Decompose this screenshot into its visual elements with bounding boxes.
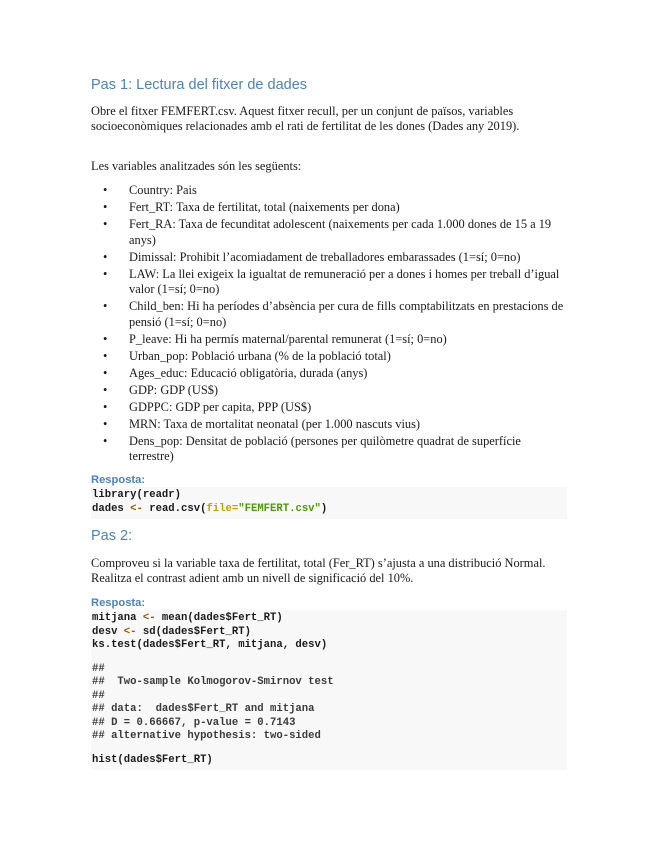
variables-list <box>91 183 567 466</box>
output-line: ## D = 0.66667, p-value = 0.7143 <box>92 716 296 729</box>
list-item: • P_leave: Hi ha permís maternal/parental remunerat (1=sí; 0=no) <box>103 331 447 346</box>
output-line: ## alternative hypothesis: two-sided <box>92 730 321 742</box>
code-line: mitjana <- mean(dades$Fert_RT) <box>92 612 283 624</box>
list-item: • Dens_pop: Densitat de població (persones per quilòmetre quadrat de superfície terrestre) <box>103 433 521 463</box>
list-item: • Child_ben: Hi ha períodes d’absència per cura de fills comptabilitzats en prestacions de pensió (1=sí; 0=no) <box>103 299 564 329</box>
list-item: • Urban_pop: Població urbana (% de la població total) <box>103 348 391 363</box>
section2-intro: Comproveu si la variable taxa de fertilitat, total (Fer_RT) s’ajusta a una distribució Normal. Realitza el contrast adient amb un nivell de significació del 10%. <box>91 556 546 585</box>
section2-heading: Pas 2: <box>91 528 133 544</box>
answer-label: Resposta: <box>91 474 146 486</box>
code-line: dades <- read.csv(file="FEMFERT.csv") <box>92 502 328 515</box>
list-item: • Fert_RA: Taxa de fecunditat adolescent (naixements per cada 1.000 dones de 15 a 19 anys) <box>103 217 552 247</box>
code-block-read <box>91 487 567 519</box>
code-line: desv <- sd(dades$Fert_RT) <box>92 625 251 638</box>
list-item: • GDP: GDP (US$) <box>103 382 219 397</box>
list-item: • GDPPC: GDP per capita, PPP (US$) <box>103 399 312 414</box>
code-line: ks.test(dades$Fert_RT, mitjana, desv) <box>92 639 328 651</box>
answer-label: Resposta: <box>91 597 146 609</box>
section1-intro: Obre el fitxer FEMFERT.csv. Aquest fitxer recull, per un conjunt de països, variables socioeconòmiques relacionades amb el rati de fertilitat de les dones (Dades any 2019). <box>91 104 520 133</box>
output-line: ## Two-sample Kolmogorov-Smirnov test <box>92 676 334 688</box>
code-line: library(readr) <box>92 489 182 501</box>
output-line: ## <box>92 689 105 702</box>
list-item: • Ages_educ: Educació obligatòria, durada (anys) <box>103 365 368 380</box>
list-item: • Country: Pais <box>103 183 197 197</box>
list-item: • MRN: Taxa de mortalitat neonatal (per 1.000 nascuts vius) <box>103 416 421 431</box>
output-line: ## <box>92 662 105 675</box>
code-block-ks-test <box>91 610 567 770</box>
variables-intro: Les variables analitzades són les següents: <box>91 159 302 173</box>
list-item: • LAW: La llei exigeix la igualtat de remuneració per a dones i homes per treball d’igual valor (1=sí; 0=no) <box>103 266 560 296</box>
list-item: • Dimissal: Prohibit l’acomiadament de treballadores embarassades (1=sí; 0=no) <box>103 249 521 264</box>
section1-heading: Pas 1: Lectura del fitxer de dades <box>91 77 308 93</box>
code-line: hist(dades$Fert_RT) <box>92 753 213 766</box>
output-line: ## data: dades$Fert_RT and mitjana <box>92 703 315 715</box>
list-item: • Fert_RT: Taxa de fertilitat, total (naixements per dona) <box>103 200 400 214</box>
